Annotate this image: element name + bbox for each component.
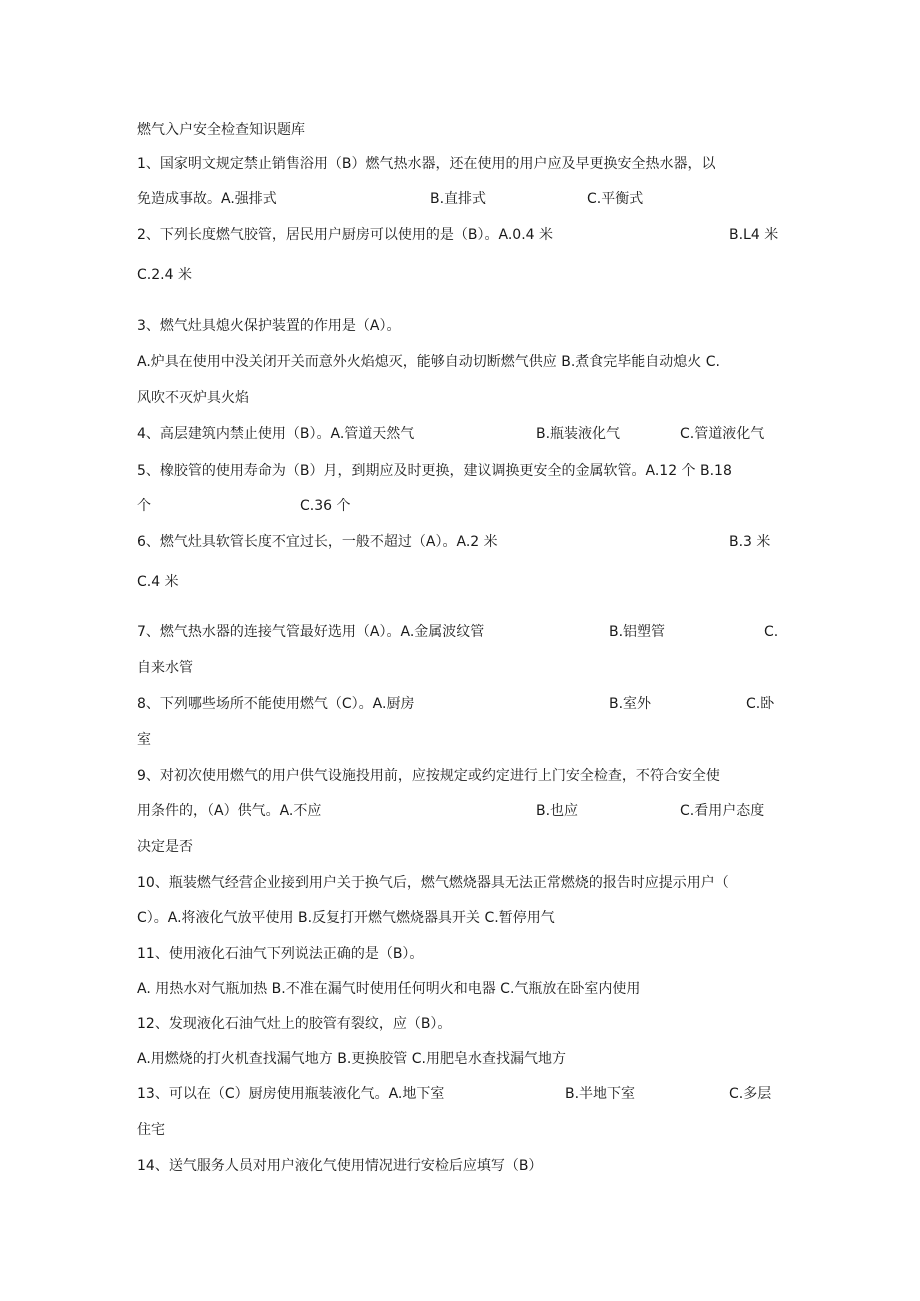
- question-13-option-c: C.多层: [729, 1086, 772, 1102]
- question-10-line-2: C）。A.将液化气放平使用 B.反复打开燃气燃烧器具开关 C.暂停用气: [137, 910, 555, 926]
- question-11-line-1: 11、使用液化石油气下列说法正确的是（B）。: [137, 946, 424, 962]
- question-1-option-b: B.直排式: [430, 191, 487, 207]
- question-2-line-1: 2、下列长度燃气胶管，居民用户厨房可以使用的是（B）。A.0.4 米: [137, 227, 554, 243]
- question-8-line-1: 8、下列哪些场所不能使用燃气（C）。A.厨房: [137, 696, 415, 712]
- question-8-line-2: 室: [137, 732, 151, 748]
- question-7-option-b: B.铝塑管: [609, 624, 666, 640]
- question-9-line-3: 决定是否: [137, 839, 193, 855]
- question-8-option-b: B.室外: [609, 696, 652, 712]
- question-9-line-2: 用条件的，（A）供气。A.不应: [137, 803, 322, 819]
- question-14-line-1: 14、送气服务人员对用户液化气使用情况进行安检后应填写（B）: [137, 1158, 543, 1174]
- question-7-line-1: 7、燃气热水器的连接气管最好选用（A）。A.金属波纹管: [137, 624, 485, 640]
- question-2-option-b: B.L4 米: [729, 227, 779, 243]
- question-2-line-2: C.2.4 米: [137, 267, 192, 283]
- question-13-option-b: B.半地下室: [565, 1086, 636, 1102]
- question-9-line-1: 9、对初次使用燃气的用户供气设施投用前，应按规定或约定进行上门安全检查，不符合安全使: [137, 768, 720, 784]
- question-13-line-1: 13、可以在（C）厨房使用瓶装液化气。A.地下室: [137, 1086, 445, 1102]
- question-6-option-b: B.3 米: [729, 534, 771, 550]
- question-10-line-1: 10、瓶装燃气经营企业接到用户关于换气后，燃气燃烧器具无法正常燃烧的报告时应提示用户（: [137, 875, 729, 891]
- question-1-line-2: 免造成事故。A.强排式: [137, 191, 277, 207]
- question-7-option-c: C.: [764, 624, 779, 640]
- question-4-option-b: B.瓶装液化气: [536, 426, 621, 442]
- question-4-option-c: C.管道液化气: [680, 426, 765, 442]
- question-4-line-1: 4、高层建筑内禁止使用（B）。A.管道天然气: [137, 426, 415, 442]
- question-12-line-2: A.用燃烧的打火机查找漏气地方 B.更换胶管 C.用肥皂水查找漏气地方: [137, 1051, 566, 1067]
- question-3-line-1: 3、燃气灶具熄火保护装置的作用是（A）。: [137, 318, 401, 334]
- question-12-line-1: 12、发现液化石油气灶上的胶管有裂纹，应（B）。: [137, 1016, 452, 1032]
- question-7-line-2: 自来水管: [137, 660, 193, 676]
- question-6-line-1: 6、燃气灶具软管长度不宜过长，一般不超过（A）。A.2 米: [137, 534, 498, 550]
- question-6-line-2: C.4 米: [137, 574, 179, 590]
- question-9-option-b: B.也应: [536, 803, 579, 819]
- question-9-option-c: C.看用户态度: [680, 803, 765, 819]
- question-3-line-3: 风吹不灭炉具火焰: [137, 390, 249, 406]
- question-13-line-2: 住宅: [137, 1122, 165, 1138]
- question-3-line-2: A.炉具在使用中没关闭开关而意外火焰熄灭，能够自动切断燃气供应 B.煮食完毕能自动熄火 C.: [137, 354, 720, 370]
- question-5-option-c: C.36 个: [300, 498, 351, 514]
- question-5-line-2: 个: [137, 498, 151, 514]
- document-title: 燃气入户安全检查知识题库: [137, 122, 305, 138]
- question-5-line-1: 5、橡胶管的使用寿命为（B）月，到期应及时更换，建议调换更安全的金属软管。A.12 个 B.18: [137, 463, 732, 479]
- question-11-line-2: A. 用热水对气瓶加热 B.不准在漏气时使用任何明火和电器 C.气瓶放在卧室内使用: [137, 981, 641, 997]
- question-1-line-1: 1、国家明文规定禁止销售浴用（B）燃气热水器，还在使用的用户应及早更换安全热水器，以: [137, 156, 716, 172]
- question-1-option-c: C.平衡式: [587, 191, 644, 207]
- question-8-option-c: C.卧: [746, 696, 775, 712]
